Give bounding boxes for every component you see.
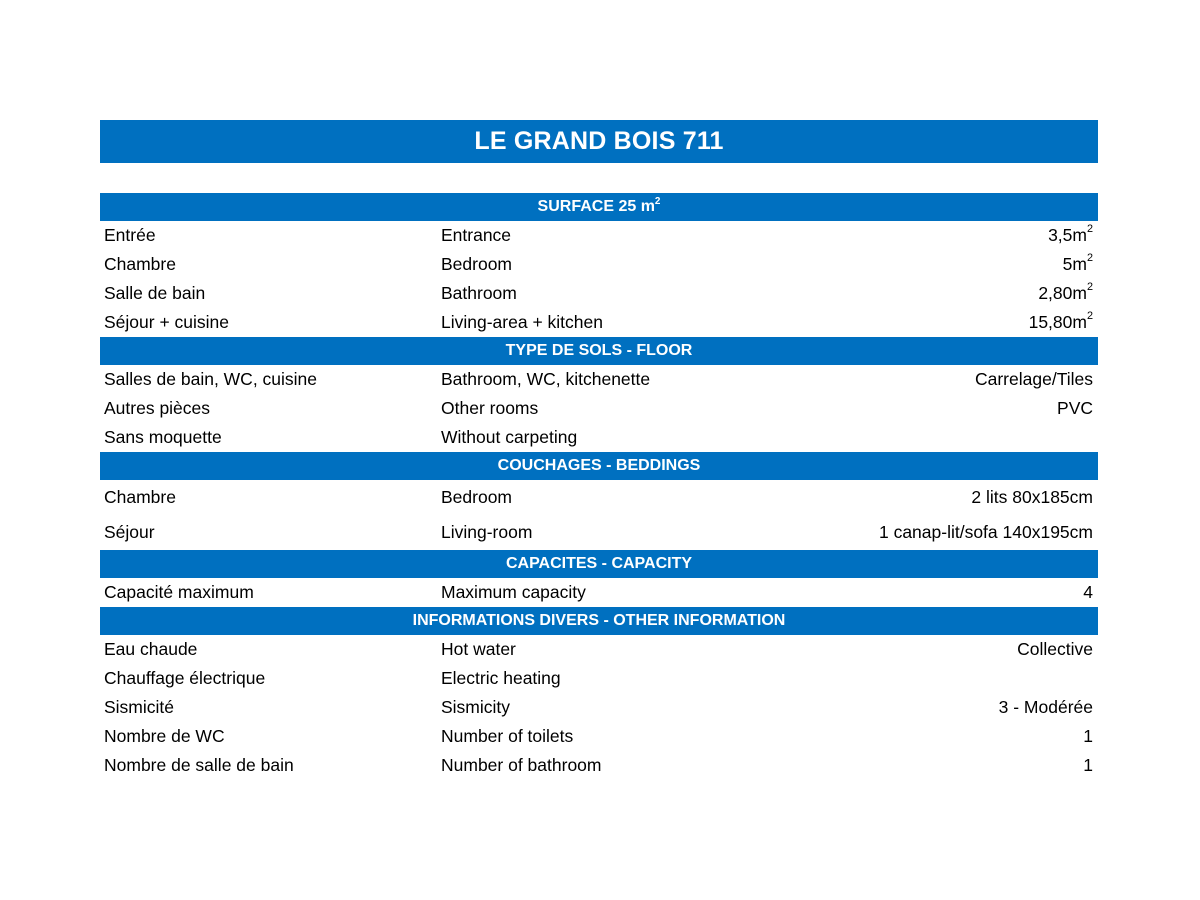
label-en: Living-area + kitchen: [441, 312, 603, 332]
row-value: Collective: [1017, 639, 1093, 659]
label-en: Hot water: [441, 639, 516, 659]
label-en: Maximum capacity: [441, 582, 586, 602]
label-fr: Sans moquette: [104, 427, 222, 447]
table-row: [100, 365, 1098, 394]
table-row: [100, 480, 1098, 515]
label-fr: Chambre: [104, 254, 176, 274]
superscript: 2: [1086, 252, 1093, 265]
section-header-label: INFORMATIONS DIVERS - OTHER INFORMATION: [412, 612, 786, 629]
table-row: [100, 394, 1098, 423]
label-fr: Nombre de WC: [104, 726, 225, 746]
row-value: $15,80m^2$: [1028, 310, 1093, 332]
section-header-surface: [100, 193, 1098, 221]
section-header-label: COUCHAGES - BEDDINGS: [497, 457, 701, 474]
section-header-label: CAPACITES - CAPACITY: [505, 555, 693, 572]
label-en: Other rooms: [441, 398, 539, 418]
document-page: [100, 120, 1098, 780]
superscript: 2: [654, 195, 661, 207]
label-fr: Chambre: [104, 487, 176, 507]
row-value: 4: [1083, 582, 1093, 602]
table-row: [100, 722, 1098, 751]
label-en: Sismicity: [441, 697, 511, 717]
info-table: [100, 193, 1098, 780]
table-row: [100, 664, 1098, 693]
label-fr: Chauffage électrique: [104, 668, 266, 688]
table-row: [100, 250, 1098, 279]
table-row: [100, 279, 1098, 308]
table-row: [100, 751, 1098, 780]
row-value: 3 - Modérée: [998, 697, 1093, 717]
table-row: [100, 308, 1098, 337]
document-title: LE GRAND BOIS 711: [474, 127, 724, 155]
label-en: Bathroom: [441, 283, 517, 303]
row-value: Carrelage/Tiles: [974, 369, 1093, 389]
row-value: $3,5m^2$: [1048, 223, 1093, 245]
section-header-capacity: [100, 550, 1098, 578]
label-fr: Nombre de salle de bain: [104, 755, 294, 775]
document-title-bar: [100, 120, 1098, 163]
label-en: Bathroom, WC, kitchenette: [441, 369, 651, 389]
label-fr: Sismicité: [104, 697, 175, 717]
table-row: [100, 423, 1098, 452]
section-header-label: TYPE DE SOLS - FLOOR: [505, 342, 693, 359]
label-fr: Capacité maximum: [104, 582, 254, 602]
section-header-other-information: [100, 607, 1098, 635]
row-value: 1: [1083, 755, 1093, 775]
table-row: [100, 515, 1098, 550]
label-en: Entrance: [441, 225, 512, 245]
label-en: Number of toilets: [441, 726, 574, 746]
row-value: PVC: [1057, 398, 1093, 418]
section-header-beddings: [100, 452, 1098, 480]
label-fr: Eau chaude: [104, 639, 198, 659]
label-fr: Salle de bain: [104, 283, 206, 303]
superscript: 2: [1086, 310, 1093, 323]
table-row: [100, 221, 1098, 250]
label-fr: Entrée: [104, 225, 156, 245]
row-value: 1 canap-lit/sofa 140x195cm: [878, 522, 1093, 542]
label-fr: Salles de bain, WC, cuisine: [104, 369, 318, 389]
table-row: [100, 635, 1098, 664]
label-en: Bedroom: [441, 254, 513, 274]
label-fr: Autres pièces: [104, 398, 211, 418]
label-en: Living-room: [441, 522, 533, 542]
row-value: 1: [1083, 726, 1093, 746]
table-row: [100, 578, 1098, 607]
label-en: Bedroom: [441, 487, 513, 507]
superscript: 2: [1086, 223, 1093, 236]
table-row: [100, 693, 1098, 722]
row-value: 2 lits 80x185cm: [971, 487, 1093, 507]
section-header-label: SURFACE 25 $m^2$: [537, 195, 661, 215]
label-fr: Séjour + cuisine: [104, 312, 230, 332]
label-en: Number of bathroom: [441, 755, 602, 775]
row-value: $2,80m^2$: [1038, 281, 1093, 303]
label-en: Electric heating: [441, 668, 561, 688]
section-header-floor: [100, 337, 1098, 365]
row-value: $5m^2$: [1062, 252, 1093, 274]
label-fr: Séjour: [104, 522, 155, 542]
superscript: 2: [1086, 281, 1093, 294]
label-en: Without carpeting: [441, 427, 578, 447]
